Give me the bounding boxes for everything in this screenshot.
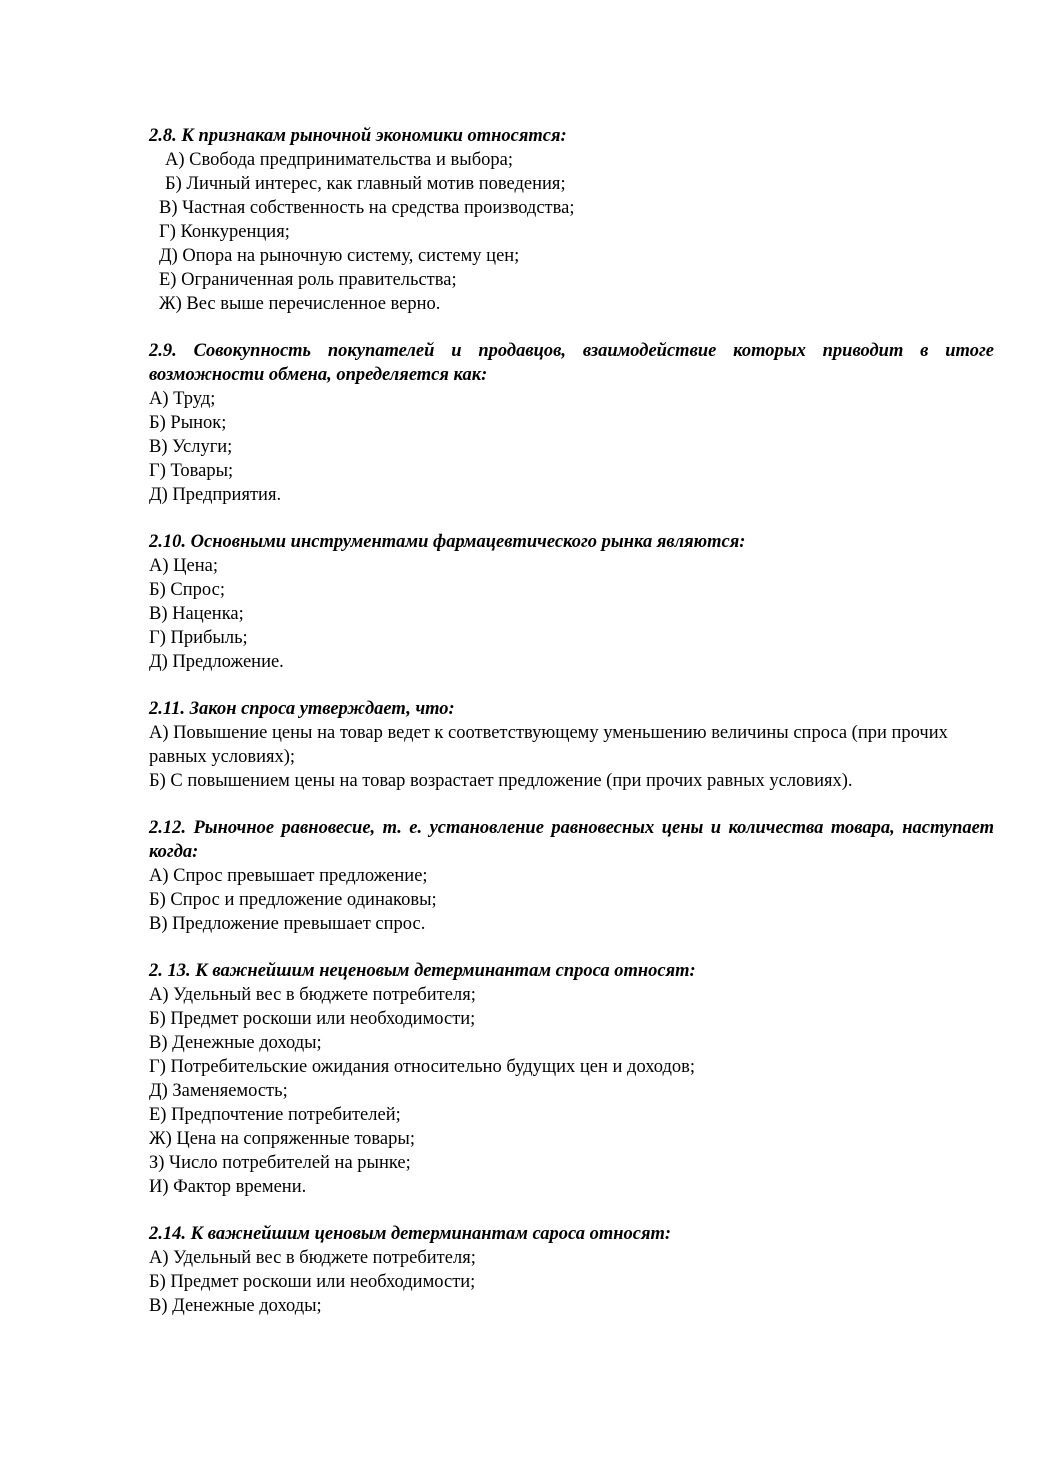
option-item: Б) Предмет роскоши или необходимости;	[149, 1009, 476, 1029]
question-title: 2.8. К признакам рыночной экономики относятся:	[149, 126, 567, 146]
question-2-8	[149, 124, 994, 316]
option-item: Б) Личный интерес, как главный мотив поведения;	[165, 174, 566, 194]
options-list	[149, 1246, 994, 1318]
option-item: А) Повышение цены на товар ведет к соответствующему уменьшению величины спроса (при прочих равных условиях);	[149, 723, 948, 767]
option-item: Д) Опора на рыночную систему, систему цен;	[159, 246, 520, 266]
option-item: В) Частная собственность на средства производства;	[159, 198, 575, 218]
option-item: В) Наценка;	[149, 604, 244, 624]
question-2-10	[149, 530, 994, 674]
options-list	[149, 387, 994, 507]
options-list	[149, 864, 994, 936]
option-item: Б) Рынок;	[149, 413, 227, 433]
options-list	[149, 721, 994, 793]
question-title: 2.14. К важнейшим ценовым детерминантам сароса относят:	[149, 1224, 672, 1244]
question-2-11	[149, 697, 994, 793]
option-item: И) Фактор времени.	[149, 1177, 307, 1197]
option-item: А) Удельный вес в бюджете потребителя;	[149, 1248, 476, 1268]
option-item: В) Предложение превышает спрос.	[149, 914, 426, 934]
option-item: Б) Спрос и предложение одинаковы;	[149, 890, 437, 910]
question-title: 2.12. Рыночное равновесие, т. е. установление равновесных цены и количества товара, наступает когда:	[149, 818, 994, 862]
option-item: Б) Предмет роскоши или необходимости;	[149, 1272, 476, 1292]
option-item: Б) Спрос;	[149, 580, 225, 600]
option-item: Г) Потребительские ожидания относительно будущих цен и доходов;	[149, 1057, 696, 1077]
option-item: Д) Предложение.	[149, 652, 284, 672]
options-list	[149, 983, 994, 1199]
option-item: Ж) Цена на сопряженные товары;	[149, 1129, 415, 1149]
question-title: 2.9. Совокупность покупателей и продавцов, взаимодействие которых приводит в итоге возможности обмена, определяется как:	[149, 341, 994, 385]
option-item: З) Число потребителей на рынке;	[149, 1153, 411, 1173]
option-item: В) Денежные доходы;	[149, 1033, 322, 1053]
option-item: В) Денежные доходы;	[149, 1296, 322, 1316]
option-item: Ж) Вес выше перечисленное верно.	[159, 294, 441, 314]
option-item: Д) Заменяемость;	[149, 1081, 288, 1101]
option-item: Г) Прибыль;	[149, 628, 248, 648]
question-2-14	[149, 1222, 994, 1318]
document-page	[149, 124, 994, 1341]
option-item: Г) Конкуренция;	[159, 222, 290, 242]
options-list	[149, 148, 994, 316]
question-2-9	[149, 339, 994, 507]
option-item: А) Свобода предпринимательства и выбора;	[165, 150, 513, 170]
option-item: А) Удельный вес в бюджете потребителя;	[149, 985, 476, 1005]
question-2-12	[149, 816, 994, 936]
question-2-13	[149, 959, 994, 1199]
question-title: 2.11. Закон спроса утверждает, что:	[149, 699, 455, 719]
option-item: А) Труд;	[149, 389, 216, 409]
option-item: А) Спрос превышает предложение;	[149, 866, 428, 886]
options-list	[149, 554, 994, 674]
option-item: А) Цена;	[149, 556, 218, 576]
option-item: В) Услуги;	[149, 437, 233, 457]
option-item: Е) Ограниченная роль правительства;	[159, 270, 457, 290]
question-title: 2. 13. К важнейшим неценовым детерминантам спроса относят:	[149, 961, 696, 981]
option-item: Д) Предприятия.	[149, 485, 282, 505]
option-item: Г) Товары;	[149, 461, 234, 481]
option-item: Е) Предпочтение потребителей;	[149, 1105, 401, 1125]
option-item: Б) С повышением цены на товар возрастает предложение (при прочих равных условиях).	[149, 771, 853, 791]
question-title: 2.10. Основными инструментами фармацевтического рынка являются:	[149, 532, 746, 552]
